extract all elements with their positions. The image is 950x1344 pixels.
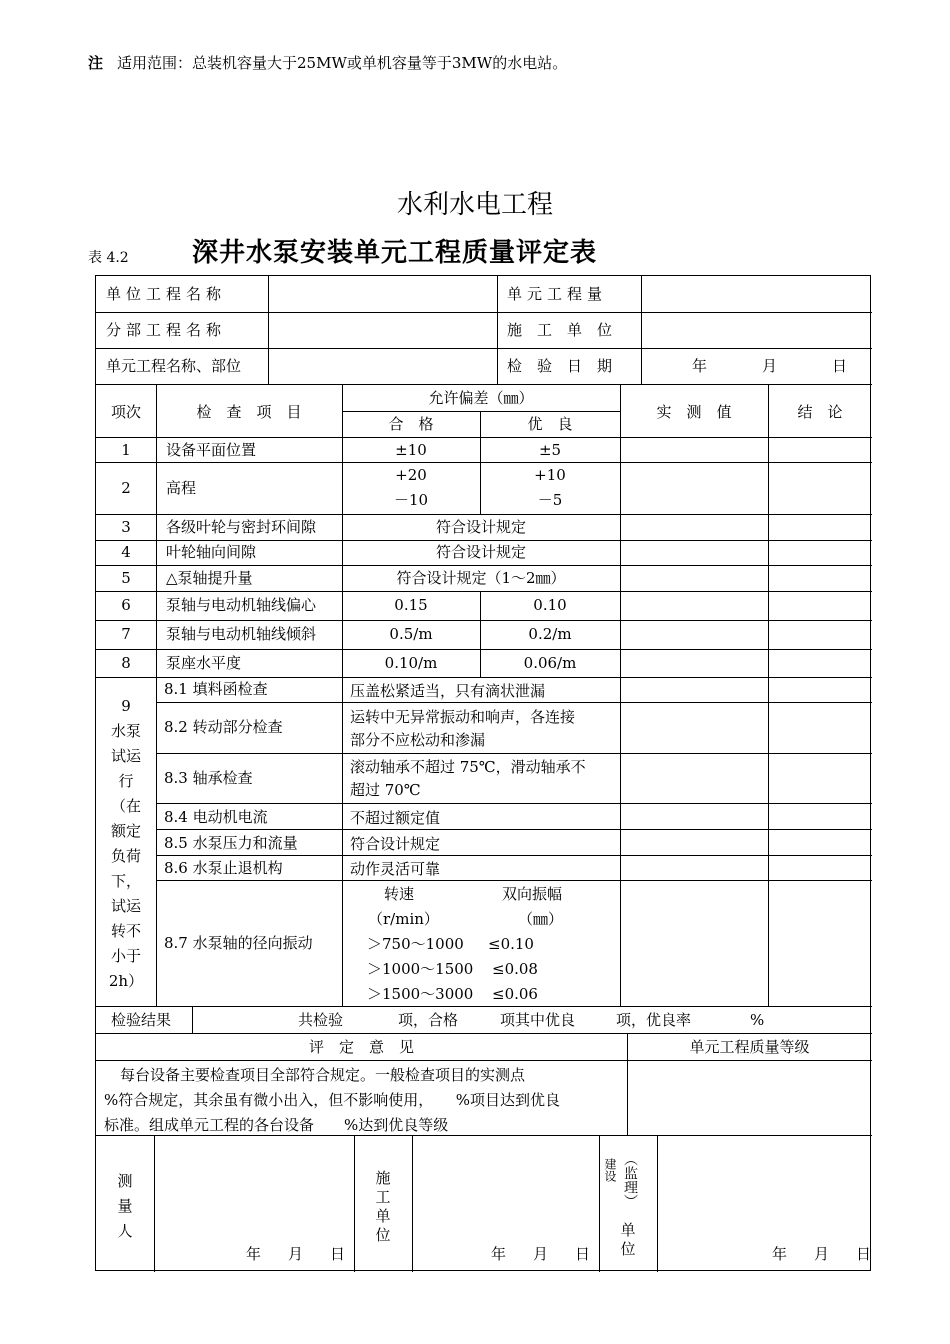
supervision-year: 年 — [772, 1245, 788, 1263]
inspection-date-label: 检 验 日 期 — [507, 357, 613, 375]
client-label: 建设 — [603, 1158, 617, 1182]
unit-project-name-label: 单位工程名称 — [106, 285, 227, 303]
supervision-label: （监理） — [622, 1152, 638, 1208]
grade-label: 单元工程质量等级 — [689, 1038, 810, 1056]
trial-item-8-5: 8.5 水泵压力和流量 — [164, 834, 298, 852]
vibration-speed-1: ＞750～1000 — [367, 935, 464, 953]
date-day: 日 — [832, 357, 848, 375]
division-name-label: 分部工程名称 — [106, 321, 227, 339]
trial-req-8-3: 滚动轴承不超过 75℃，滑动轴承不 超过 70℃ — [350, 758, 586, 799]
row-7-excellent: 0.2/m — [528, 625, 572, 643]
row-1-qualified: ±10 — [395, 441, 427, 459]
row-2-qualified-upper: +20 — [395, 466, 427, 484]
result-percent: % — [750, 1011, 765, 1029]
construction-month: 月 — [533, 1245, 549, 1263]
construction-unit-label: 施 工 单 位 — [507, 321, 613, 339]
result-label: 检验结果 — [111, 1011, 172, 1029]
row-3-requirement: 符合设计规定 — [435, 518, 526, 536]
result-items-pass: 项，合格 — [398, 1011, 459, 1029]
trial-item-8-1: 8.1 填料函检查 — [164, 680, 268, 698]
conclusion-header: 结 论 — [797, 403, 843, 421]
row-8-item: 泵座水平度 — [166, 654, 242, 672]
row-2-item: 高程 — [166, 479, 197, 497]
item-no-header: 项次 — [110, 403, 141, 421]
trial-item-8-7: 8.7 水泵轴的径向振动 — [164, 934, 313, 952]
result-rate: 项，优良率 — [616, 1011, 692, 1029]
row-1-item: 设备平面位置 — [166, 441, 257, 459]
construction-day: 日 — [575, 1245, 591, 1263]
row-5-no: 5 — [121, 569, 131, 587]
vibration-amp-3: ≤0.06 — [492, 985, 538, 1003]
trial-item-8-4: 8.4 电动机电流 — [164, 808, 268, 826]
row-4-requirement: 符合设计规定 — [435, 543, 526, 561]
row-4-item: 叶轮轴向间隙 — [166, 543, 257, 561]
row-5-item: △泵轴提升量 — [166, 569, 253, 587]
trial-req-8-4: 不超过额定值 — [350, 809, 441, 827]
supervision-day: 日 — [856, 1245, 872, 1263]
trial-req-8-6: 动作灵活可靠 — [350, 860, 441, 878]
table-number: 表 4.2 — [88, 250, 129, 266]
row-7-qualified: 0.5/m — [389, 625, 433, 643]
row-6-qualified: 0.15 — [394, 596, 428, 614]
surveyor-day: 日 — [330, 1245, 346, 1263]
note-label: 注 — [88, 54, 104, 72]
row-1-excellent: ±5 — [538, 441, 562, 459]
trial-item-8-3: 8.3 轴承检查 — [164, 769, 253, 787]
row-5-requirement: 符合设计规定（1～2㎜） — [396, 569, 566, 587]
construction-unit-sign-label: 施 工 单 位 — [375, 1169, 391, 1244]
row-2-no: 2 — [121, 479, 131, 497]
note-text: 适用范围：总装机容量大于25MW或单机容量等于3MW的水电站。 — [117, 54, 568, 72]
row-3-no: 3 — [121, 518, 131, 536]
row-7-no: 7 — [121, 625, 131, 643]
row-8-excellent: 0.06/m — [523, 654, 577, 672]
check-item-header: 检 查 项 目 — [196, 403, 302, 421]
category-title: 水利水电工程 — [396, 190, 553, 220]
opinion-label: 评 定 意 见 — [308, 1038, 414, 1056]
date-year: 年 — [692, 357, 708, 375]
row-3-item: 各级叶轮与密封环间隙 — [166, 518, 317, 536]
measured-header: 实 测 值 — [656, 403, 732, 421]
opinion-text: 每台设备主要检查项目全部符合规定。一般检查项目的实测点 %符合规定，其余虽有微小出入，但不影响使用， %项目达到优良 标准。组成单元工程的各台设备 %达到优良等级 — [104, 1066, 561, 1134]
element-name-label: 单元工程名称、部位 — [106, 357, 242, 375]
surveyor-year: 年 — [246, 1245, 262, 1263]
result-items-excellent: 项其中优良 — [500, 1011, 576, 1029]
vibration-amp-2: ≤0.08 — [492, 960, 538, 978]
vibration-speed-2: ＞1000～1500 — [367, 960, 474, 978]
form-title: 深井水泵安装单元工程质量评定表 — [192, 238, 598, 268]
vibration-speed-3: ＞1500～3000 — [367, 985, 474, 1003]
row-6-no: 6 — [121, 596, 131, 614]
evaluation-form — [95, 275, 871, 1271]
date-month: 月 — [762, 357, 778, 375]
vibration-speed-unit: （r/min） — [368, 910, 439, 928]
row-6-item: 泵轴与电动机轴线偏心 — [166, 596, 317, 614]
unit-quantity-label: 单元工程量 — [507, 285, 608, 303]
row-1-no: 1 — [121, 441, 131, 459]
surveyor-label: 测 量 人 — [117, 1172, 133, 1240]
vibration-speed-label: 转速 — [384, 885, 415, 903]
row-6-excellent: 0.10 — [533, 596, 567, 614]
row-2-excellent-lower: －5 — [537, 491, 563, 509]
row-2-excellent-upper: +10 — [534, 466, 566, 484]
tolerance-header: 允许偏差（㎜） — [428, 389, 534, 407]
trial-item-8-2: 8.2 转动部分检查 — [164, 718, 283, 736]
supervision-month: 月 — [814, 1245, 830, 1263]
trial-req-8-5: 符合设计规定 — [350, 835, 441, 853]
trial-item-8-6: 8.6 水泵止退机构 — [164, 859, 283, 877]
vibration-amp-1: ≤0.10 — [488, 935, 534, 953]
surveyor-month: 月 — [288, 1245, 304, 1263]
row-7-item: 泵轴与电动机轴线倾斜 — [166, 625, 317, 643]
row-4-no: 4 — [121, 543, 131, 561]
supervision-unit-label: 单 位 — [620, 1221, 636, 1258]
excellent-header: 优 良 — [527, 415, 573, 433]
trial-run-label: 9 水泵 试运 行 （在 额定 负荷 下， 试运 转不 小于 2h） — [108, 697, 144, 990]
row-2-qualified-lower: －10 — [393, 491, 429, 509]
vibration-amp-unit: （㎜） — [518, 910, 564, 928]
trial-req-8-2: 运转中无异常振动和响声，各连接 部分不应松动和渗漏 — [350, 708, 576, 749]
vibration-amp-label: 双向振幅 — [502, 885, 563, 903]
qualified-header: 合 格 — [388, 415, 434, 433]
row-8-no: 8 — [121, 654, 131, 672]
trial-req-8-1: 压盖松紧适当，只有滴状泄漏 — [350, 682, 546, 700]
result-checked: 共检验 — [298, 1011, 344, 1029]
scope-note — [88, 52, 567, 73]
row-8-qualified: 0.10/m — [384, 654, 438, 672]
construction-year: 年 — [491, 1245, 507, 1263]
